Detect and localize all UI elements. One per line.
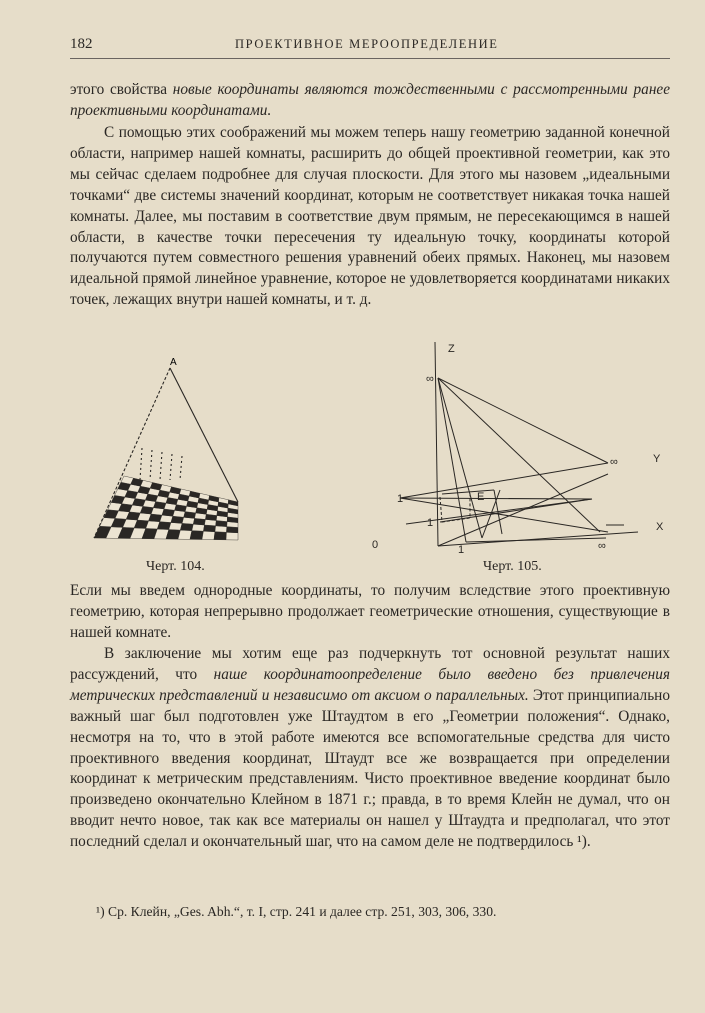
fig104-guide-line bbox=[140, 448, 142, 480]
figure-105-coordinate-construction bbox=[370, 342, 670, 556]
fig105-inf-x-label: ∞ bbox=[598, 540, 606, 552]
fig105-labels bbox=[372, 343, 664, 556]
fig105-origin-label: 0 bbox=[372, 539, 379, 551]
fig105-y-label: Y bbox=[653, 453, 661, 465]
figure-104-caption: Черт. 104. bbox=[146, 559, 205, 574]
fig105-e-label: E bbox=[477, 491, 485, 503]
fig104-board-cell bbox=[203, 525, 215, 532]
p4-text-c: Этот принципиально важный шаг был подготовлен уже Штаудтом в его „Геометрии положения“. Однако, несмотря на то, что в этой работе имеются все вспомогательные средства для чисто проективного введения координат, Штаудт все же возвращается при определении координат к метрическим представлениям. Чисто проективное введение координат было произведено окончательно Клейном в 1871 г.; правда, в то время Клейн не думал, что он вводит нечто новое, так как все материалы он нашел у Штаудта и предполагал, что этот последний сделал и окончательный шаг, что на самом деле не подтвердилось ¹). bbox=[70, 686, 670, 851]
p1-emphasis: новые координаты являются тождественными с рассмотренными ранее проективными координатами. bbox=[70, 81, 670, 119]
fig104-board-cell bbox=[202, 531, 215, 540]
fig104-guide-line bbox=[180, 456, 182, 480]
fig105-inf-y-label: ∞ bbox=[610, 456, 618, 468]
page-number: 182 bbox=[70, 36, 93, 52]
fig104-board-cell bbox=[160, 515, 173, 522]
figure-104-checkerboard bbox=[88, 352, 248, 544]
fig104-apex-label: A bbox=[170, 357, 177, 368]
fig105-z-label: Z bbox=[448, 343, 455, 355]
fig104-board-cells bbox=[94, 476, 238, 540]
paragraph-ideal-points: С помощью этих соображений мы можем теперь нашу геометрию заданной конечной области, например нашей комнаты, расширить до общей проективной геометрии, как это мы сейчас сделаем подробнее для случая плоскости. Для этого мы назовем „идеальными точками“ две системы значений координат, которым не соответствует никакая точка нашей комнаты. Далее, мы поставим в соответствие двум прямым, не пересекающимся в нашей области, в качестве точки пересечения ту идеальную точку, координаты которой получаются путем совместного решения уравнений обеих прямых. Наконец, мы назовем идеальной прямой линейное уравнение, которое не удовлетворяется координатами никаких точек, лежащих внутри нашей комнаты, и т. д. bbox=[70, 124, 670, 309]
running-head: ПРОЕКТИВНОЕ МЕРООПРЕДЕЛЕНИЕ bbox=[235, 37, 499, 51]
fig104-board-cell bbox=[226, 527, 238, 533]
paragraph-conclusion bbox=[70, 644, 670, 853]
fig104-board-cell bbox=[157, 522, 171, 530]
fig104-board-cell bbox=[190, 531, 203, 540]
fig104-board-cell bbox=[178, 530, 192, 539]
paragraph-homogeneous: Если мы введем однородные координаты, то получим вследствие этого проективную геометрию, которая непрерывно продолжает геометрические отношения, существующие в нашей комнате. bbox=[70, 582, 670, 641]
fig104-board-cell bbox=[169, 523, 182, 531]
fig105-x-label: X bbox=[656, 521, 664, 533]
figure-105-caption: Черт. 105. bbox=[483, 559, 542, 574]
fig105-one-y-label: 1 bbox=[427, 517, 434, 529]
p4-text-a: В заключение мы хотим еще раз подчеркнуть тот основной результат наших рассуждений, что bbox=[70, 645, 670, 683]
fig104-guide-line bbox=[150, 450, 152, 480]
footnote: ¹) Ср. Клейн, „Ges. Abh.“, т. I, стр. 241 и далее стр. 251, 303, 306, 330. bbox=[96, 904, 497, 919]
fig105-inf-z-label: ∞ bbox=[426, 373, 434, 385]
fig105-one-z-label: 1 bbox=[397, 493, 404, 505]
fig104-right-edge bbox=[170, 368, 238, 502]
fig105-one-x-label: 1 bbox=[458, 544, 465, 556]
fig104-guide-line bbox=[160, 452, 162, 480]
page-header bbox=[70, 34, 670, 59]
fig104-guide-line bbox=[170, 454, 172, 480]
fig104-board-cell bbox=[192, 524, 205, 531]
fig105-lines bbox=[400, 342, 638, 546]
paragraph-continuation bbox=[70, 80, 670, 122]
fig104-board-cell bbox=[215, 526, 227, 532]
fig104-board-cell bbox=[180, 523, 193, 530]
fig105-z-axis bbox=[435, 342, 438, 546]
fig104-board-cell bbox=[214, 532, 226, 540]
fig104-board-cell bbox=[226, 532, 238, 540]
fig105-x-axis bbox=[438, 532, 638, 546]
p1-text: этого свойства bbox=[70, 81, 173, 98]
fig105-y-axis bbox=[438, 474, 608, 546]
p4-emphasis: наше координатоопределение было введено без привлечения метрических представлений и независимо от аксиом о параллельных. bbox=[70, 665, 670, 704]
